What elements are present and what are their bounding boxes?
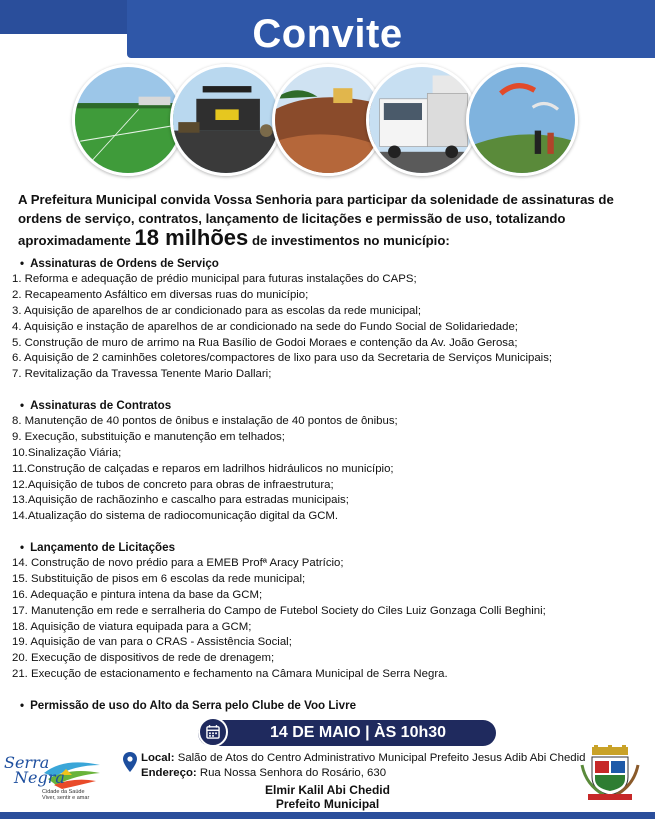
list-item: 20. Execução de dispositivos de rede de drenagem; <box>12 652 275 665</box>
list-item: 21. Execução de estacionamento e fechamento na Câmara Municipal de Serra Negra. <box>12 668 448 681</box>
list-item: 10.Sinalização Viária; <box>12 446 122 459</box>
photo-football-field <box>72 64 184 176</box>
logo-tagline-line1: Cidade da Saúde <box>42 789 85 795</box>
intro-text: A Prefeitura Municipal convida Vossa Senhoria para participar da solenidade de assinaturas de ordens de serviço, contratos, lançamento de licitações e permissão de uso, totalizando aproximadamente <box>18 192 614 248</box>
footer-band <box>0 812 655 819</box>
section-contratos <box>12 398 642 525</box>
photo-paragliding <box>466 64 578 176</box>
list-item: 16. Adequação e pintura intena da base da GCM; <box>12 588 263 601</box>
photo-strip <box>0 62 655 182</box>
signer-name: Elmir Kalil Abi Chedid <box>265 783 390 797</box>
list-item: 6. Aquisição de 2 caminhões coletores/compactores de lixo para uso da Secretaria de Serviços Municipais; <box>12 352 553 365</box>
list-item: 17. Manutenção em rede e serralheria do Campo de Futebol Society do Ciles Luiz Gonzaga Colli Beghini; <box>12 604 546 617</box>
event-location <box>141 751 585 781</box>
logo-name-line1: Serra <box>4 753 50 772</box>
location-pin-icon <box>123 752 137 772</box>
section-title: • Assinaturas de Contratos <box>12 398 642 414</box>
logo-tagline-line2: Viver, sentir e amar <box>42 795 90 801</box>
local-label: Local: <box>141 752 175 764</box>
photo-asphalt-paver <box>170 64 282 176</box>
section-title: • Lançamento de Licitações <box>12 540 642 556</box>
list-item: 11.Construção de calçadas e reparos em ladrilhos hidráulicos no município; <box>12 462 394 475</box>
list-item: 5. Construção de muro de arrimo na Rua Basílio de Godoi Moraes e contenção da Av. João Gerosa; <box>12 336 518 349</box>
list-item: 19. Aquisição de van para o CRAS - Assistência Social; <box>12 636 292 649</box>
list-item: 14. Construção de novo prédio para a EMEB Profª Aracy Patrício; <box>12 556 344 569</box>
list-item: 8. Manutenção de 40 pontos de ônibus e instalação de 40 pontos de ônibus; <box>12 414 398 427</box>
intro-text-end: de investimentos no município: <box>251 233 450 248</box>
address-value: Rua Nossa Senhora do Rosário, 630 <box>199 767 387 779</box>
list-item: 3. Aquisição de aparelhos de ar condicionado para as escolas da rede municipal; <box>12 304 422 317</box>
section-licitacoes <box>12 540 642 683</box>
list-item: 12.Aquisição de tubos de concreto para obras de infraestrutura; <box>12 478 334 491</box>
list-item: 7. Revitalização da Travessa Tenente Mario Dallari; <box>12 368 272 381</box>
section-title: • Assinaturas de Ordens de Serviço <box>12 256 642 272</box>
list-item: 2. Recapeamento Asfáltico em diversas ruas do município; <box>12 288 309 301</box>
list-item: 9. Execução, substituição e manutenção em telhados; <box>12 430 285 443</box>
list-item: 13.Aquisição de rachãozinho e cascalho para estradas municipais; <box>12 494 349 507</box>
event-date-time: 14 DE MAIO | ÀS 10h30 <box>198 720 496 746</box>
list-item: 1. Reforma e adequação de prédio municipal para futuras instalações do CAPS; <box>12 272 417 285</box>
intro-highlight: 18 milhões <box>134 225 249 250</box>
serra-negra-logo <box>4 751 104 803</box>
section-permissao: • Permissão de uso do Alto da Serra pelo Clube de Voo Livre <box>20 699 356 712</box>
logo-name <box>4 755 65 785</box>
list-item: 15. Substituição de pisos em 6 escolas da rede municipal; <box>12 572 306 585</box>
logo-tagline <box>42 789 102 801</box>
local-value: Salão de Atos do Centro Administrativo Municipal Prefeito Jesus Adib Abi Chedid <box>177 752 586 764</box>
page-title: Convite <box>252 12 403 56</box>
section-ordens <box>12 256 642 383</box>
intro-paragraph <box>18 190 646 250</box>
photo-garbage-truck <box>366 64 478 176</box>
list-item: 14.Atualização do sistema de radiocomunicação digital da GCM. <box>12 510 339 523</box>
municipal-crest <box>580 745 640 801</box>
list-item: 4. Aquisição e instação de aparelhos de ar condicionado na sede do Fundo Social de Solidariedade; <box>12 320 518 333</box>
list-item: 18. Aquisição de viatura equipada para a GCM; <box>12 620 252 633</box>
signer-role: Prefeito Municipal <box>275 797 380 811</box>
address-label: Endereço: <box>141 767 197 779</box>
calendar-icon <box>198 717 228 747</box>
logo-name-line2: Negra <box>14 768 65 787</box>
